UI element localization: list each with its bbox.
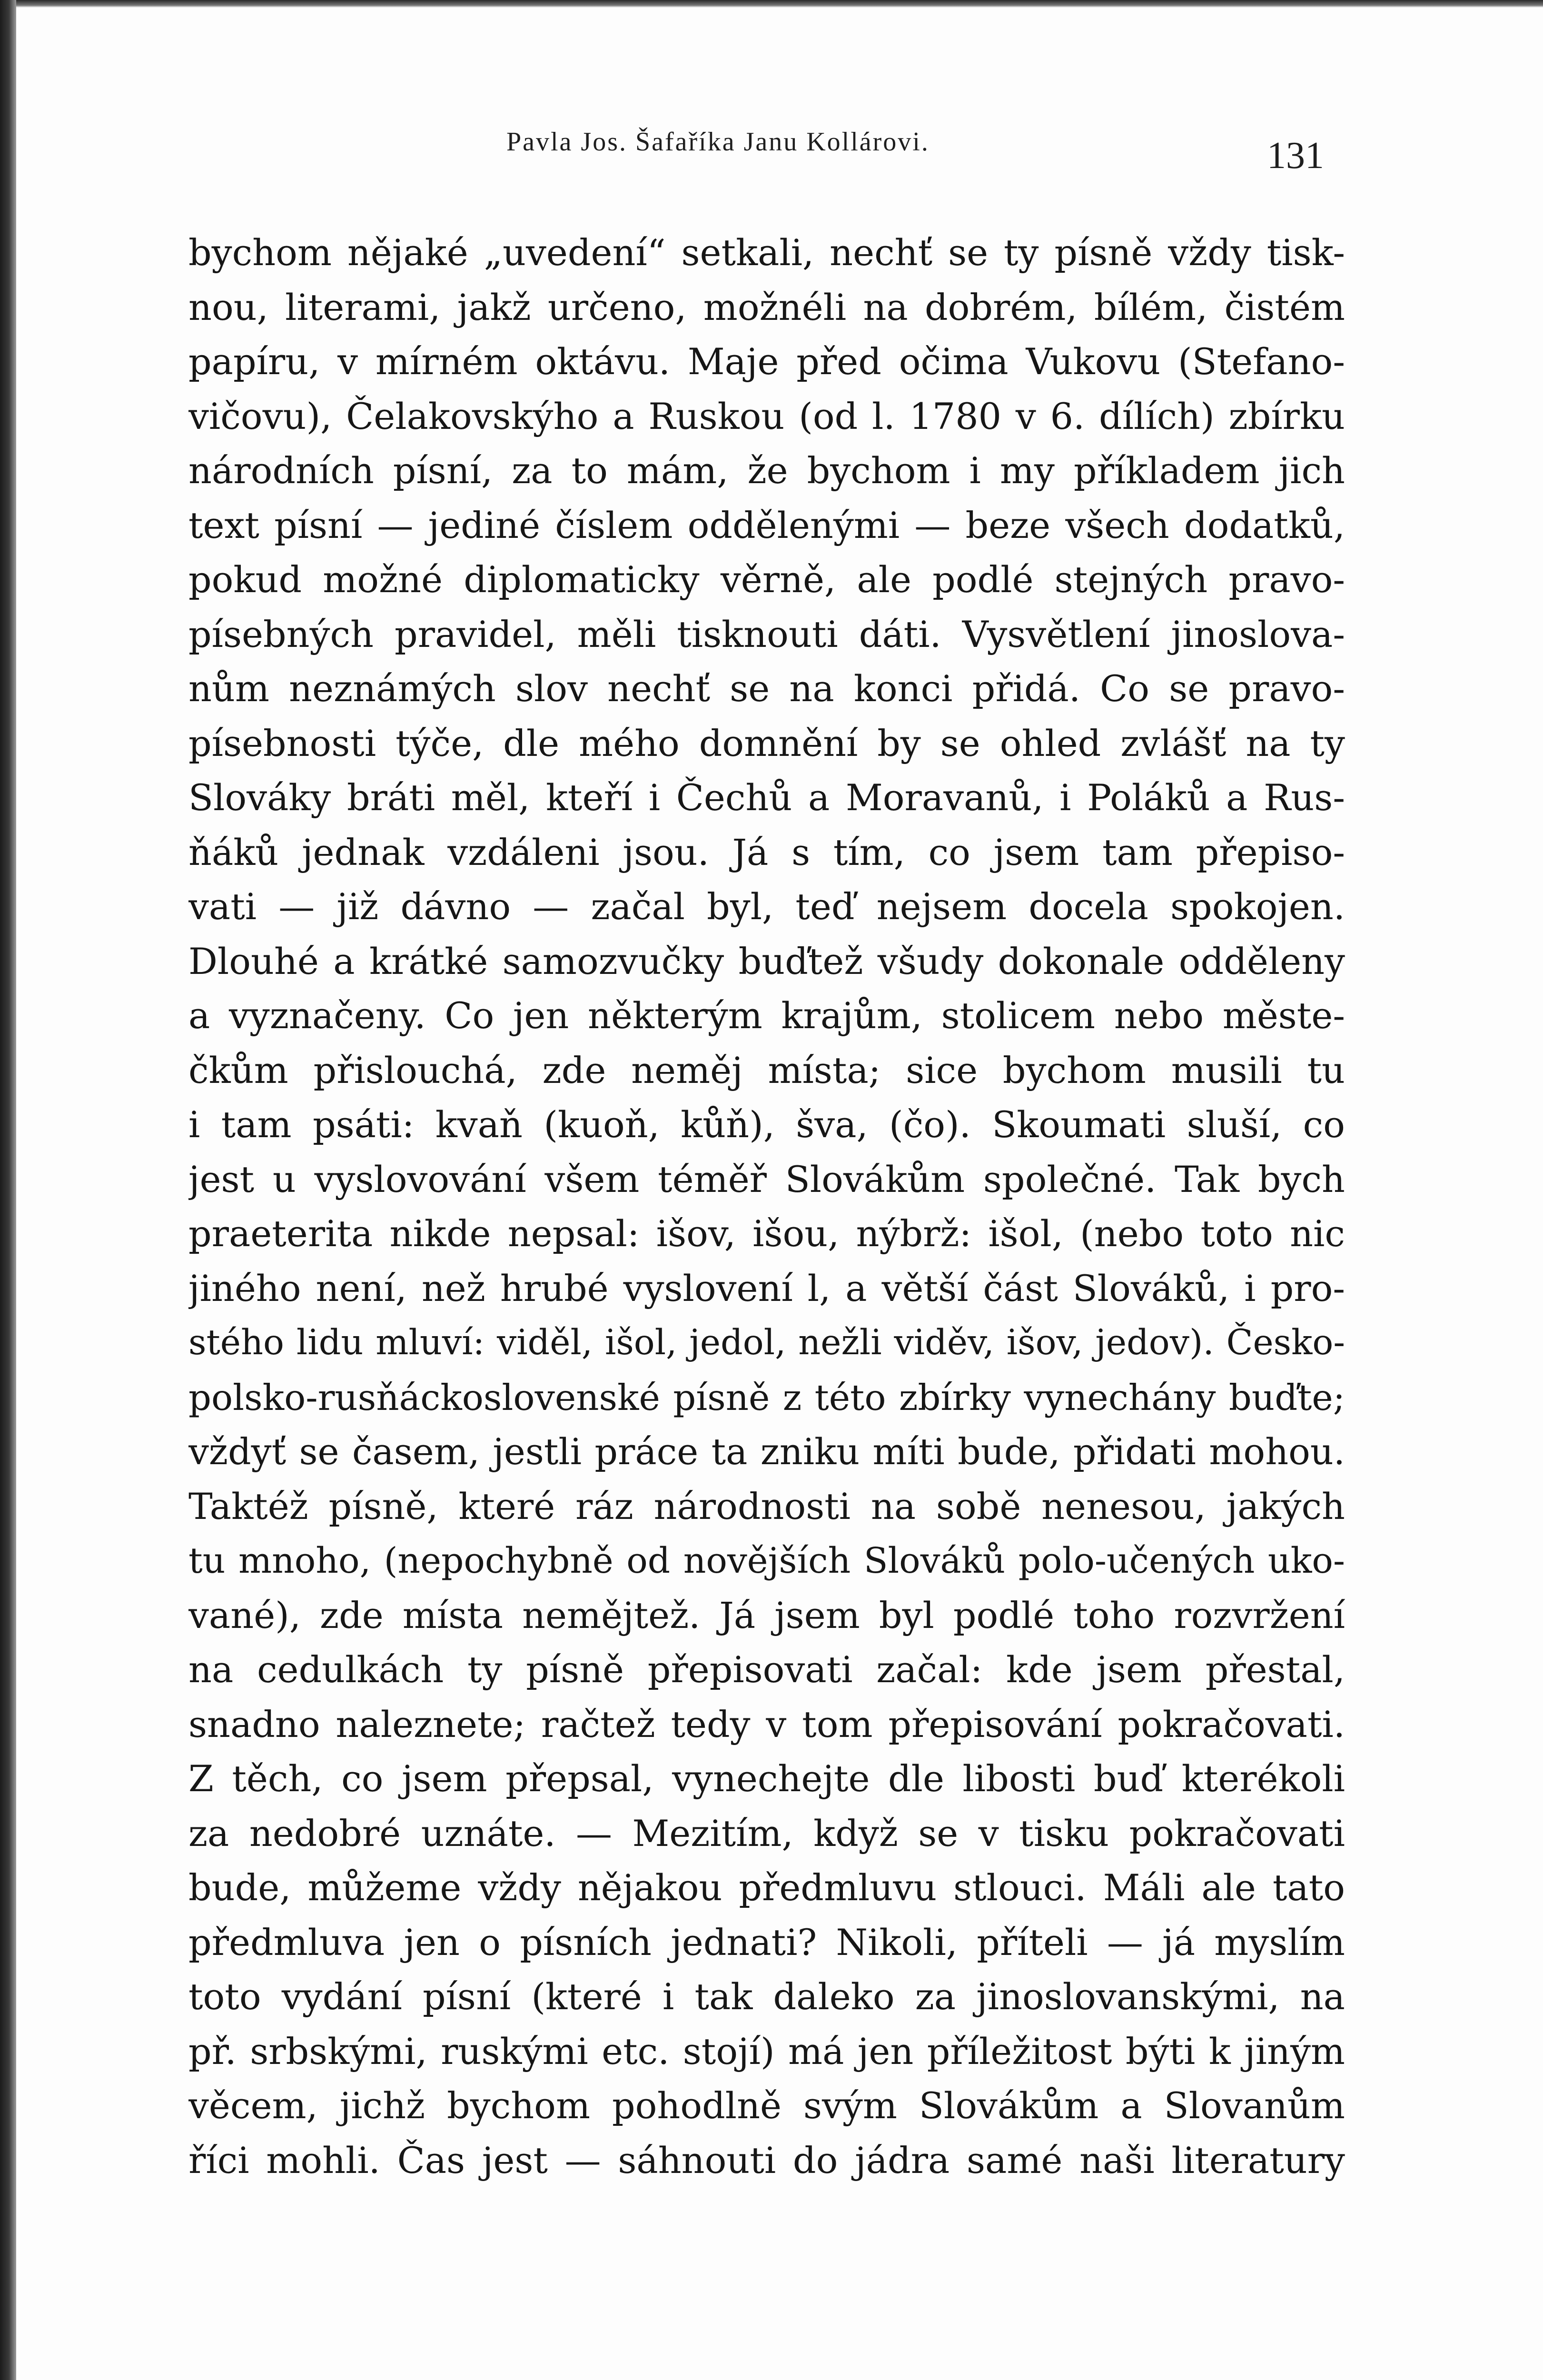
text-line: stého lidu mluví: viděl, išol, jedol, nežli viděv, išov, jedov). Česko- (188, 1322, 1345, 1363)
text-line: na cedulkách ty písně přepisovati začal: kde jsem přestal, (188, 1648, 1345, 1691)
text-line: čkům přislouchá, zde neměj místa; sice bychom musili tu (188, 1049, 1345, 1091)
text-line: Taktéž písně, které ráz národnosti na sobě nenesou, jakých (188, 1485, 1345, 1527)
text-line: věcem, jichž bychom pohodlně svým Slovákům a Slovanům (188, 2084, 1345, 2127)
text-line: pokud možné diplomaticky věrně, ale podlé stejných pravo- (188, 558, 1345, 601)
text-line: text písní — jediné číslem oddělenými — beze všech dodatků, (188, 504, 1345, 546)
text-line: bychom nějaké „uvedení“ setkali, nechť se ty písně vždy tisk- (188, 231, 1345, 274)
body-text (188, 226, 1345, 2188)
text-line: snadno naleznete; račtež tedy v tom přepisování pokračovati. (188, 1703, 1345, 1745)
text-line: říci mohli. Čas jest — sáhnouti do jádra samé naši literatury (188, 2139, 1345, 2182)
text-line: bude, můžeme vždy nějakou předmluvu stlouci. Máli ale tato (188, 1866, 1345, 1909)
text-line: papíru, v mírném oktávu. Maje před očima Vukovu (Stefano- (188, 340, 1345, 383)
text-line: za nedobré uznáte. — Mezitím, když se v tisku pokračovati (188, 1812, 1345, 1854)
text-line: jest u vyslovování všem téměř Slovákům společné. Tak bych (188, 1158, 1345, 1200)
text-line: vati — již dávno — začal byl, teď nejsem docela spokojen. (188, 885, 1345, 928)
text-line: písebnosti týče, dle mého domnění by se ohled zvlášť na ty (188, 722, 1345, 764)
text-line: vičovu), Čelakovskýho a Ruskou (od l. 1780 v 6. dílích) zbírku (188, 395, 1345, 437)
text-line: vždyť se časem, jestli práce ta zniku míti bude, přidati mohou. (188, 1430, 1345, 1473)
text-line: národních písní, za to mám, že bychom i my příkladem jich (188, 449, 1345, 492)
running-head: Pavla Jos. Šafaříka Janu Kollárovi. (506, 127, 930, 157)
text-line: písebných pravidel, měli tisknouti dáti. Vysvětlení jinoslova- (188, 613, 1345, 655)
text-line: nům neznámých slov nechť se na konci přidá. Co se pravo- (188, 667, 1345, 710)
text-line: jiného není, než hrubé vyslovení l, a větší část Slováků, i pro- (188, 1267, 1345, 1309)
book-page (16, 8, 1543, 2380)
scan-edge-binding (0, 0, 16, 2380)
text-line: a vyznačeny. Co jen některým krajům, stolicem nebo měste- (188, 994, 1345, 1037)
text-line: vané), zde místa nemějtež. Já jsem byl podlé toho rozvržení (188, 1594, 1345, 1636)
text-line: Z těch, co jsem přepsal, vynechejte dle libosti buď kterékoli (188, 1757, 1345, 1800)
text-line: praeterita nikde nepsal: išov, išou, nýbrž: išol, (nebo toto nic (188, 1212, 1345, 1255)
text-line: toto vydání písní (které i tak daleko za jinoslovanskými, na (188, 1975, 1345, 2018)
page-number: 131 (1267, 135, 1324, 177)
text-line: předmluva jen o písních jednati? Nikoli, příteli — já myslím (188, 1921, 1345, 1964)
scan-edge-top (0, 0, 1543, 8)
text-line: ňáků jednak vzdáleni jsou. Já s tím, co jsem tam přepiso- (188, 831, 1345, 873)
text-line: tu mnoho, (nepochybně od novějších Slováků polo-učených uko- (188, 1540, 1345, 1581)
text-line: polsko-rusňáckoslovenské písně z této zbírky vynechány buďte; (188, 1376, 1345, 1418)
text-line: i tam psáti: kvaň (kuoň, kůň), šva, (čo). Skoumati sluší, co (188, 1103, 1345, 1146)
text-line: nou, literami, jakž určeno, možnéli na dobrém, bílém, čistém (188, 286, 1345, 328)
text-line: př. srbskými, ruskými etc. stojí) má jen příležitost býti k jiným (188, 2030, 1345, 2073)
text-line: Dlouhé a krátké samozvučky buďtež všudy dokonale odděleny (188, 940, 1345, 982)
text-line: Slováky bráti měl, kteří i Čechů a Moravanů, i Poláků a Rus- (188, 776, 1345, 819)
